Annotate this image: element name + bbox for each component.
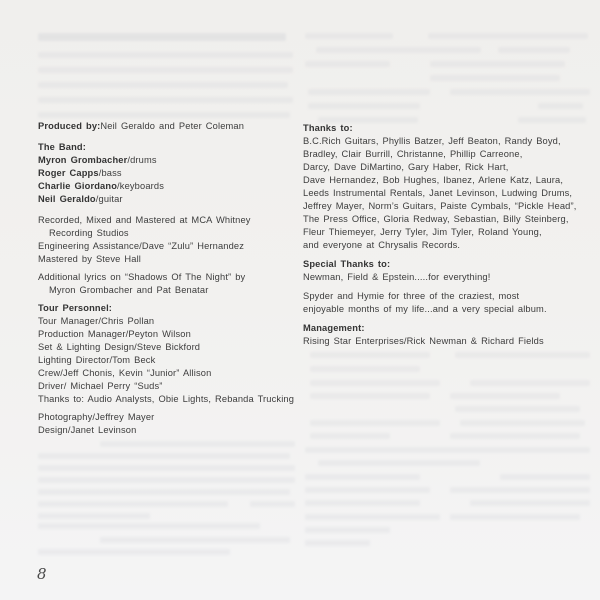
ghost-text-bar	[38, 33, 286, 41]
ghost-text-bar	[38, 513, 150, 519]
ghost-text-bar	[38, 549, 230, 555]
ghost-text-bar	[305, 487, 430, 493]
band-member-line	[38, 154, 298, 167]
tour-personnel-line: Lighting Director/Tom Beck	[38, 355, 156, 365]
ghost-text-bar	[450, 89, 590, 95]
special-thanks-para-2: enjoyable months of my life...and a very special album.	[303, 304, 547, 314]
ghost-text-bar	[38, 112, 290, 118]
recording-line-3: Engineering Assistance/Dave “Zulu” Hernandez	[38, 241, 245, 251]
band-members	[38, 154, 298, 206]
ghost-text-bar	[310, 420, 440, 426]
special-thanks-para-1: Spyder and Hymie for three of the craziest, most	[303, 291, 520, 301]
ghost-text-bar	[310, 393, 430, 399]
tour-personnel-line: Production Manager/Peyton Wilson	[38, 329, 191, 339]
ghost-text-bar	[430, 75, 560, 81]
thanks-line: Fleur Thiemeyer, Jerry Tyler, Jim Tyler, Roland Young,	[303, 227, 542, 237]
ghost-text-bar	[305, 447, 590, 453]
ghost-text-bar	[310, 433, 390, 439]
ghost-text-bar	[38, 67, 293, 73]
ghost-text-bar	[500, 474, 590, 480]
member-role: /drums	[127, 155, 157, 165]
band-member-line	[38, 193, 298, 206]
ghost-text-bar	[250, 501, 295, 507]
ghost-text-bar	[460, 420, 585, 426]
recording-line-4: Mastered by Steve Hall	[38, 254, 142, 264]
ghost-text-bar	[100, 441, 295, 447]
left-column	[38, 120, 298, 437]
ghost-text-bar	[38, 477, 295, 483]
ghost-text-bar	[470, 380, 590, 386]
band-member-line	[38, 167, 298, 180]
thanks-line: The Press Office, Gloria Redway, Sebastian, Billy Steinberg,	[303, 214, 569, 224]
ghost-text-bar	[38, 453, 290, 459]
ghost-text-bar	[428, 33, 588, 39]
ghost-text-bar	[455, 406, 580, 412]
tour-personnel-heading: Tour Personnel:	[38, 303, 113, 313]
ghost-text-bar	[318, 460, 480, 466]
management-heading: Management:	[303, 323, 365, 333]
lyrics-line-1: Additional lyrics on “Shadows Of The Night” by	[38, 272, 246, 282]
thanks-line: Jeffrey Mayer, Norm’s Guitars, Paiste Cymbals, “Pickle Head”,	[303, 201, 577, 211]
member-role: /bass	[98, 168, 122, 178]
ghost-text-bar	[305, 540, 370, 546]
ghost-text-bar	[305, 61, 390, 67]
recording-line-2: Recording Studios	[49, 228, 129, 238]
photography-credit: Photography/Jeffrey Mayer	[38, 412, 155, 422]
produced-by-line	[38, 120, 298, 133]
ghost-text-bar	[38, 501, 228, 507]
ghost-text-bar	[305, 474, 420, 480]
tour-personnel-line: Tour Manager/Chris Pollan	[38, 316, 155, 326]
ghost-text-bar	[498, 47, 570, 53]
ghost-text-bar	[305, 514, 440, 520]
tour-personnel-line: Set & Lighting Design/Steve Bickford	[38, 342, 201, 352]
thanks-line: B.C.Rich Guitars, Phyllis Batzer, Jeff Beaton, Randy Boyd,	[303, 136, 561, 146]
ghost-text-bar	[430, 61, 565, 67]
band-heading: The Band:	[38, 142, 86, 152]
produced-by-label: Produced by:	[38, 121, 101, 131]
right-column	[303, 122, 578, 348]
ghost-text-bar	[450, 433, 580, 439]
design-credit: Design/Janet Levinson	[38, 425, 137, 435]
thanks-line: and everyone at Chrysalis Records.	[303, 240, 461, 250]
ghost-text-bar	[305, 500, 420, 506]
ghost-text-bar	[38, 97, 293, 103]
ghost-text-bar	[470, 500, 590, 506]
ghost-text-bar	[38, 489, 290, 495]
thanks-line: Dave Hernandez, Bob Hughes, Ibanez, Arlene Katz, Laura,	[303, 175, 564, 185]
ghost-text-bar	[38, 82, 288, 88]
member-role: /guitar	[95, 194, 123, 204]
ghost-text-bar	[455, 352, 590, 358]
ghost-text-bar	[538, 103, 583, 109]
page-number: 8	[37, 565, 47, 583]
ghost-text-bar	[316, 47, 481, 53]
thanks-line: Darcy, Dave DiMartino, Gary Haber, Rick Hart,	[303, 162, 509, 172]
tour-personnel-line: Crew/Jeff Chonis, Kevin “Junior” Allison	[38, 368, 212, 378]
ghost-text-bar	[310, 352, 430, 358]
special-thanks-line: Newman, Field & Epstein.....for everything!	[303, 272, 491, 282]
ghost-text-bar	[310, 380, 440, 386]
lyrics-line-2: Myron Grombacher and Pat Benatar	[49, 285, 209, 295]
tour-personnel-line: Thanks to: Audio Analysts, Obie Lights, Rebanda Trucking	[38, 394, 295, 404]
ghost-text-bar	[305, 527, 390, 533]
ghost-text-bar	[38, 465, 295, 471]
member-name: Myron Grombacher	[38, 155, 128, 165]
ghost-text-bar	[450, 393, 560, 399]
tour-personnel-line: Driver/ Michael Perry “Suds”	[38, 381, 163, 391]
band-member-line	[38, 180, 298, 193]
management-line: Rising Star Enterprises/Rick Newman & Richard Fields	[303, 336, 544, 346]
ghost-text-bar	[308, 89, 430, 95]
ghost-text-bar	[100, 537, 290, 543]
thanks-line: Bradley, Clair Burrill, Christanne, Phillip Carreone,	[303, 149, 523, 159]
special-thanks-heading: Special Thanks to:	[303, 259, 391, 269]
ghost-text-bar	[310, 366, 420, 372]
member-name: Neil Geraldo	[38, 194, 96, 204]
thanks-heading: Thanks to:	[303, 123, 353, 133]
ghost-text-bar	[308, 103, 420, 109]
tour-personnel-lines	[38, 315, 298, 406]
member-name: Roger Capps	[38, 168, 99, 178]
ghost-text-bar	[38, 52, 293, 58]
produced-by-value: Neil Geraldo and Peter Coleman	[100, 121, 245, 131]
ghost-text-bar	[305, 33, 393, 39]
ghost-text-bar	[450, 514, 580, 520]
member-name: Charlie Giordano	[38, 181, 118, 191]
thanks-line: Leeds Instrumental Rentals, Janet Levinson, Ludwing Drums,	[303, 188, 573, 198]
ghost-text-bar	[450, 487, 590, 493]
ghost-text-bar	[38, 523, 260, 529]
thanks-lines	[303, 135, 578, 252]
recording-line-1: Recorded, Mixed and Mastered at MCA Whitney	[38, 215, 251, 225]
member-role: /keyboards	[117, 181, 165, 191]
